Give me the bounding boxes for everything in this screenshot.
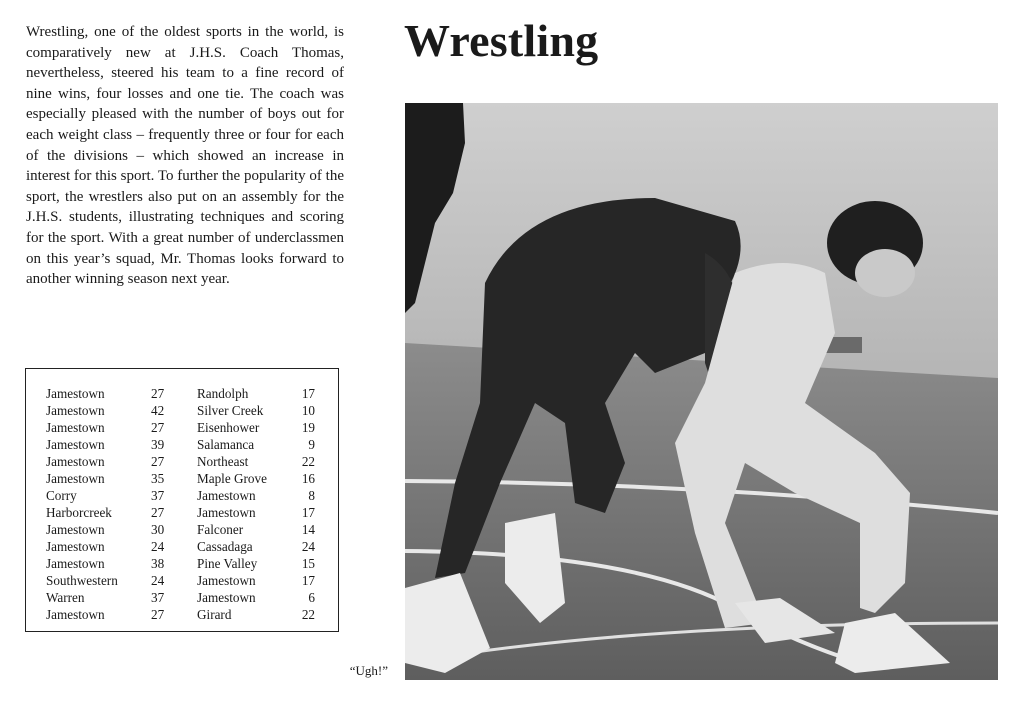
score-row — [46, 555, 315, 572]
score-row — [46, 521, 315, 538]
home-team-score: 38 — [151, 556, 165, 571]
home-team-name: Jamestown — [46, 437, 105, 452]
away-team-name: Cassadaga — [197, 539, 253, 554]
home-team-name: Jamestown — [46, 556, 105, 571]
score-row — [46, 385, 315, 402]
away-team-score: 14 — [301, 522, 315, 537]
away-team-name: Jamestown — [197, 505, 256, 520]
score-row — [46, 538, 315, 555]
away-team-score: 24 — [301, 539, 315, 554]
home-team-name: Jamestown — [46, 420, 105, 435]
away-team-score: 10 — [301, 403, 315, 418]
photo-caption: “Ugh!” — [349, 663, 388, 678]
away-team-score: 22 — [301, 607, 315, 622]
home-team-name: Warren — [46, 590, 85, 605]
away-team-score: 16 — [301, 471, 315, 486]
home-team-score: 37 — [151, 590, 165, 605]
home-team-name: Jamestown — [46, 539, 105, 554]
score-row — [46, 487, 315, 504]
home-team-score: 27 — [151, 386, 165, 401]
away-team-name: Jamestown — [197, 590, 256, 605]
away-team-name: Salamanca — [197, 437, 255, 452]
score-row — [46, 589, 315, 606]
scores-table-body — [46, 385, 315, 623]
home-team-score: 24 — [151, 573, 165, 588]
home-team-name: Jamestown — [46, 454, 105, 469]
home-team-score: 30 — [151, 522, 165, 537]
away-team-name: Northeast — [197, 454, 249, 469]
home-team-name: Jamestown — [46, 386, 105, 401]
away-team-name: Eisenhower — [197, 420, 260, 435]
away-team-name: Jamestown — [197, 488, 256, 503]
away-team-name: Pine Valley — [197, 556, 258, 571]
home-team-score: 27 — [151, 505, 165, 520]
wrestling-photo — [405, 103, 998, 680]
home-team-name: Corry — [46, 488, 77, 503]
home-team-name: Harborcreek — [46, 505, 112, 520]
home-team-score: 27 — [151, 607, 165, 622]
away-team-score: 17 — [301, 505, 315, 520]
away-team-name: Maple Grove — [197, 471, 267, 486]
away-team-score: 8 — [308, 488, 315, 503]
away-team-name: Falconer — [197, 522, 244, 537]
score-row — [46, 436, 315, 453]
home-team-name: Jamestown — [46, 403, 105, 418]
home-team-name: Southwestern — [46, 573, 118, 588]
score-row — [46, 572, 315, 589]
score-row — [46, 402, 315, 419]
away-team-score: 19 — [301, 420, 315, 435]
score-row — [46, 470, 315, 487]
away-team-score: 15 — [301, 556, 315, 571]
away-team-score: 17 — [301, 386, 315, 401]
score-row — [46, 419, 315, 436]
wrestling-photo-image — [405, 103, 998, 680]
home-team-score: 39 — [151, 437, 165, 452]
season-scores-box — [25, 368, 339, 632]
home-team-score: 35 — [151, 471, 165, 486]
score-row — [46, 606, 315, 623]
home-team-score: 27 — [151, 420, 165, 435]
score-row — [46, 453, 315, 470]
scores-table — [46, 385, 315, 623]
away-team-score: 17 — [301, 573, 315, 588]
home-team-score: 37 — [151, 488, 165, 503]
away-team-name: Silver Creek — [197, 403, 264, 418]
home-team-score: 42 — [151, 403, 165, 418]
home-team-name: Jamestown — [46, 522, 105, 537]
away-team-name: Jamestown — [197, 573, 256, 588]
score-row — [46, 504, 315, 521]
home-team-score: 24 — [151, 539, 165, 554]
away-team-score: 22 — [301, 454, 315, 469]
away-team-score: 6 — [308, 590, 315, 605]
intro-paragraph: Wrestling, one of the oldest sports in the world, is comparatively new at J.H.S. Coach Thomas, nevertheless, steered his team to a fine record of nine wins, four losses and one tie. The coach was especially pleased with the number of boys out for each weight class – frequently three or four for each of the divisions – which showed an increase in interest for this sport. To further the popularity of the sport, the wrestlers also put on an assembly for the J.H.S. students, illustrating techniques and scoring for the sport. With a great number of underclassmen on this year’s squad, Mr. Thomas looks forward to another winning season next year. — [26, 24, 344, 288]
away-team-name: Randolph — [197, 386, 249, 401]
home-team-name: Jamestown — [46, 471, 105, 486]
home-team-name: Jamestown — [46, 607, 105, 622]
away-team-score: 9 — [308, 437, 315, 452]
page-title: Wrestling — [404, 15, 599, 66]
away-team-name: Girard — [197, 607, 232, 622]
home-team-score: 27 — [151, 454, 165, 469]
